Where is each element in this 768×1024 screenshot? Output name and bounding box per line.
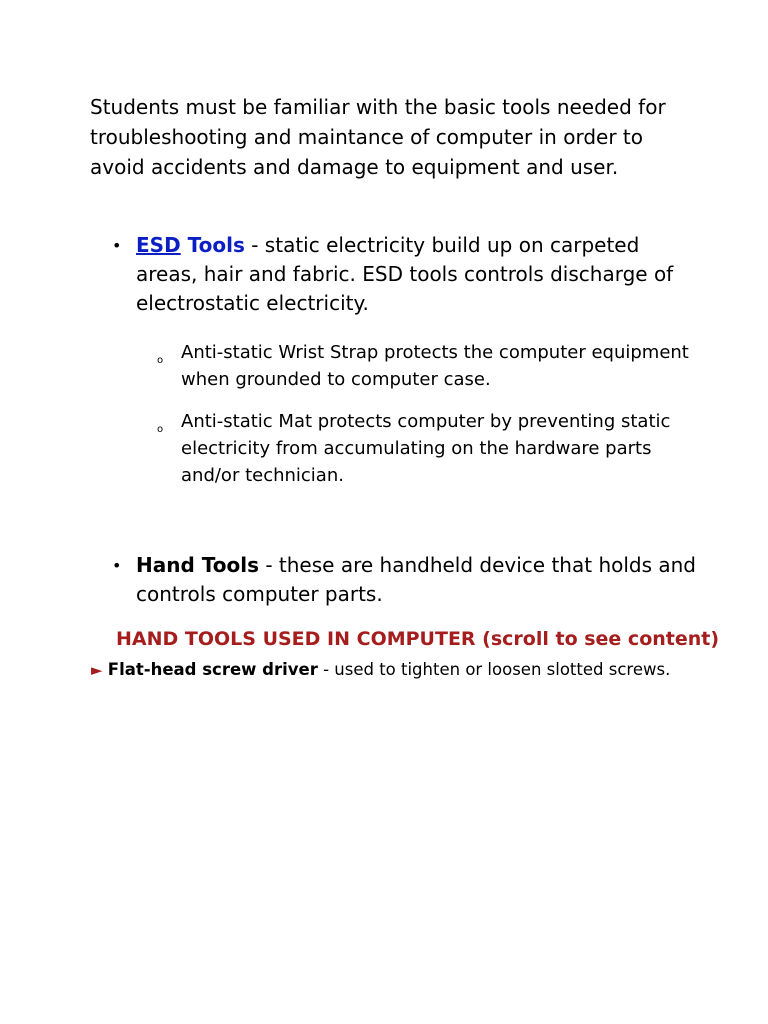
esd-link[interactable]: ESD (136, 233, 181, 257)
tool-name: Flat-head screw driver (107, 660, 318, 679)
bullet-dot: • (112, 556, 122, 575)
sub-bullet-circle: o (157, 355, 164, 366)
esd-tools-description: - static electricity build up on carpeted areas, hair and fabric. ESD tools controls discharge of electrostatic electricity. (136, 233, 674, 315)
hand-tools-description: - these are handheld device that holds and controls computer parts. (136, 553, 697, 606)
section-heading: HAND TOOLS USED IN COMPUTER (scroll to see content) (116, 628, 720, 650)
wrist-strap-text: Anti-static Wrist Strap protects the computer equipment when grounded to computer case. (181, 342, 689, 390)
hand-tools-term: Hand Tools (136, 553, 259, 577)
hand-tools-bullet (112, 551, 697, 609)
intro-paragraph: Students must be familiar with the basic tools needed for troubleshooting and maintance of computer in order to avoid accidents and damage to equipment and user. (90, 95, 666, 179)
sub-bullet-circle: o (157, 424, 164, 435)
anti-static-mat-text: Anti-static Mat protects computer by preventing static electricity from accumulating on the hardware parts and/or technician. (181, 411, 671, 486)
tool-description: - used to tighten or loosen slotted screws. (317, 660, 671, 679)
anti-static-mat-item (157, 408, 701, 489)
esd-tools-term: Tools (180, 233, 245, 257)
wrist-strap-item (157, 339, 701, 393)
arrow-right-icon: ► (91, 661, 103, 679)
esd-tools-bullet (112, 231, 696, 318)
flat-head-screwdriver-item (91, 658, 670, 682)
bullet-dot: • (112, 236, 122, 255)
